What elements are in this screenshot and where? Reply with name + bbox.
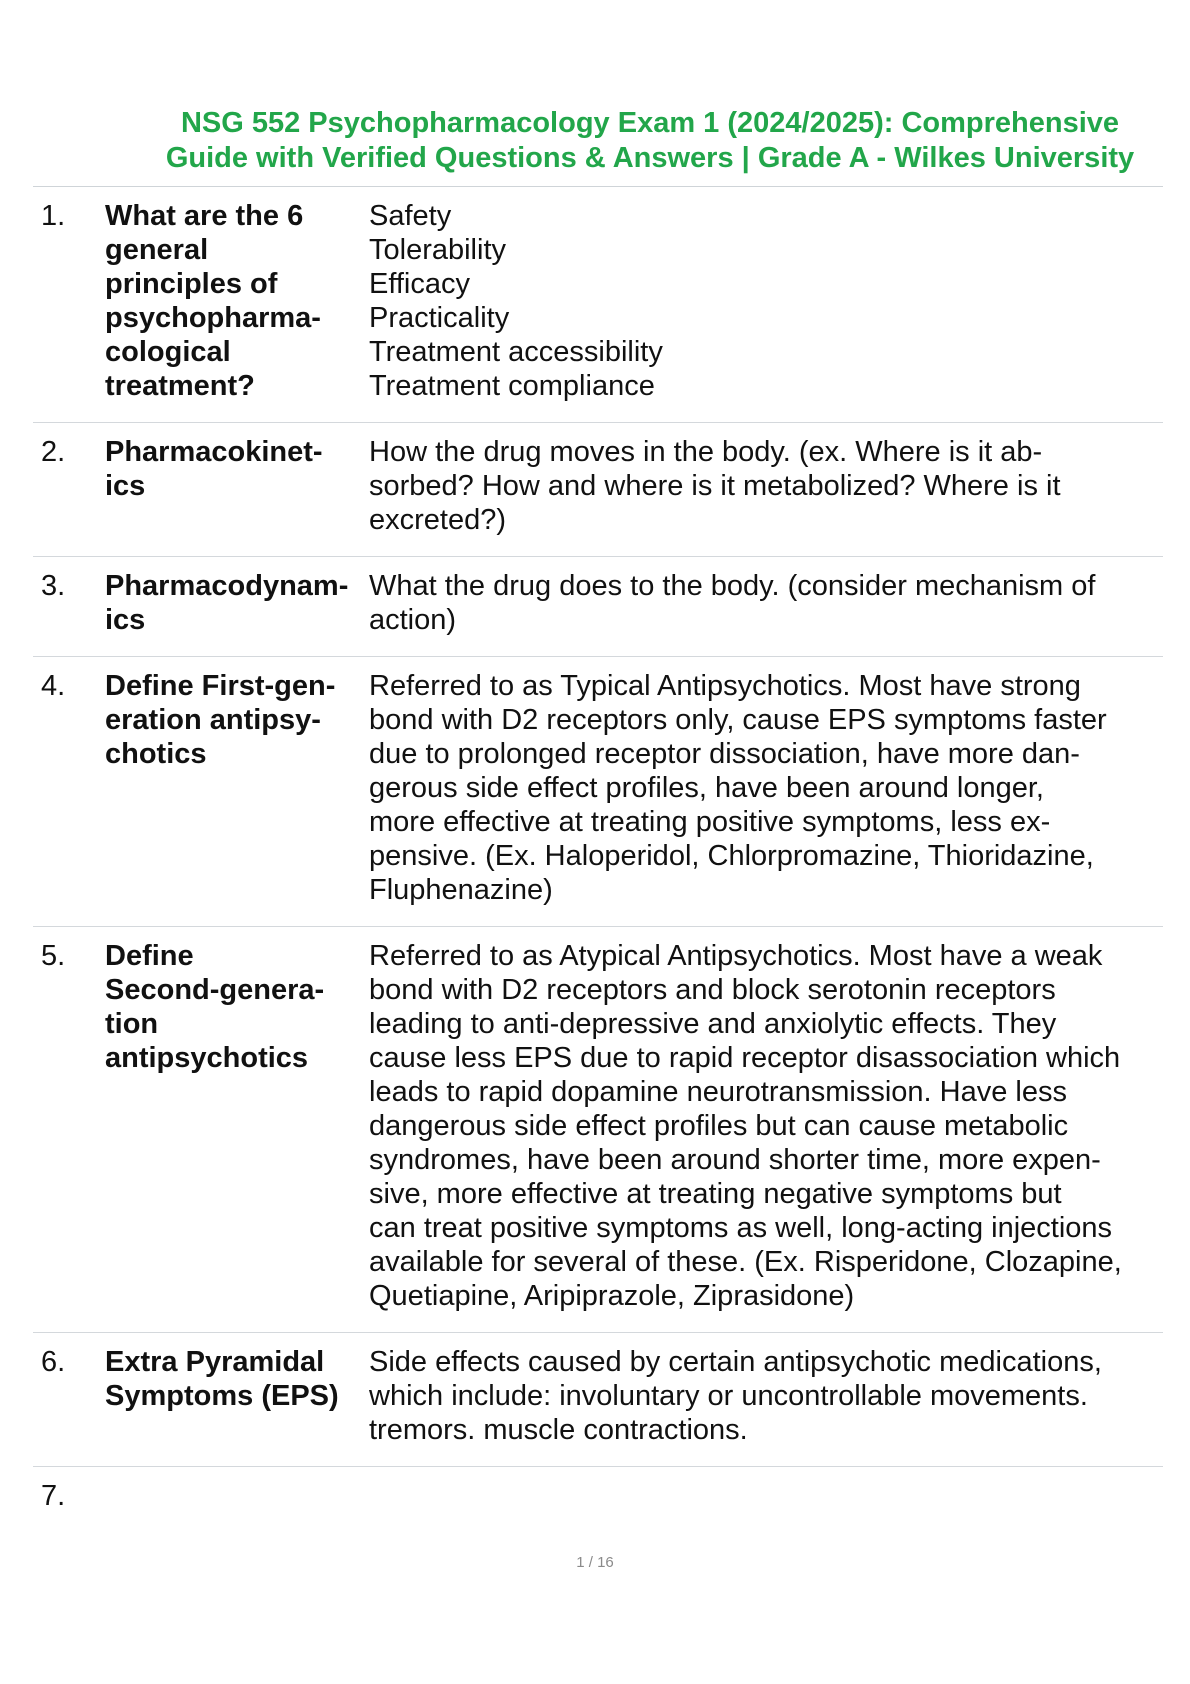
item-number: 6. [41, 1346, 66, 1378]
qa-row [33, 423, 1163, 557]
item-term: Pharmacodynam- ics [105, 570, 349, 636]
definition-line: Practicality [369, 302, 510, 334]
item-term: What are the 6 general principles of psychopharma- cological treatment? [105, 200, 321, 402]
item-definition [369, 1479, 1163, 1513]
item-definition [369, 669, 1163, 907]
definition-line: sorbed? How and where is it metabolized? Where is it [369, 470, 1061, 502]
item-number: 1. [41, 200, 66, 232]
item-term [105, 1479, 369, 1513]
item-definition [369, 1345, 1163, 1447]
title-line-2: Guide with Verified Questions & Answers | Grade A - Wilkes University [165, 142, 1135, 174]
definition-line: sive, more effective at treating negative symptoms but [369, 1178, 1062, 1210]
item-definition [369, 939, 1163, 1313]
item-definition [369, 199, 1163, 403]
definition-line: How the drug moves in the body. (ex. Where is it ab- [369, 436, 1043, 468]
definition-line: due to prolonged receptor dissociation, have more dan- [369, 738, 1080, 770]
definition-line: gerous side effect profiles, have been around longer, [369, 772, 1044, 804]
item-term: Define First-gen- eration antipsy- chotics [105, 670, 336, 770]
qa-list [33, 187, 1163, 1532]
item-term: Extra Pyramidal Symptoms (EPS) [105, 1346, 339, 1412]
qa-row [33, 1333, 1163, 1467]
qa-row [33, 657, 1163, 927]
definition-line: pensive. (Ex. Haloperidol, Chlorpromazine, Thioridazine, [369, 840, 1094, 872]
definition-line: which include: involuntary or uncontrollable movements. [369, 1380, 1088, 1412]
item-number: 4. [41, 670, 66, 702]
item-term: Pharmacokinet- ics [105, 436, 323, 502]
definition-line: Treatment compliance [369, 370, 655, 402]
definition-line: Treatment accessibility [369, 336, 663, 368]
definition-line: excreted?) [369, 504, 507, 536]
definition-line: Tolerability [369, 234, 506, 266]
definition-line: dangerous side effect profiles but can cause metabolic [369, 1110, 1069, 1142]
page-indicator: 1 / 16 [576, 1554, 614, 1571]
qa-row [33, 557, 1163, 657]
definition-line: Fluphenazine) [369, 874, 553, 906]
qa-row [33, 927, 1163, 1333]
definition-line: cause less EPS due to rapid receptor disassociation which [369, 1042, 1121, 1074]
definition-line: Side effects caused by certain antipsychotic medications, [369, 1346, 1102, 1378]
definition-line: can treat positive symptoms as well, long-acting injections [369, 1212, 1113, 1244]
item-term: Define Second-genera- tion antipsychotics [105, 940, 325, 1074]
qa-row [33, 187, 1163, 423]
item-definition [369, 435, 1163, 537]
definition-line: bond with D2 receptors and block serotonin receptors [369, 974, 1056, 1006]
definition-line: available for several of these. (Ex. Risperidone, Clozapine, [369, 1246, 1122, 1278]
definition-line: more effective at treating positive symptoms, less ex- [369, 806, 1051, 838]
item-number: 7. [41, 1480, 66, 1512]
document-title [120, 106, 1180, 176]
definition-line: What the drug does to the body. (consider mechanism of [369, 570, 1096, 602]
definition-line: tremors. muscle contractions. [369, 1414, 748, 1446]
definition-line: leads to rapid dopamine neurotransmission. Have less [369, 1076, 1067, 1108]
qa-row [33, 1467, 1163, 1532]
item-number: 3. [41, 570, 66, 602]
item-number: 2. [41, 436, 66, 468]
item-number: 5. [41, 940, 66, 972]
definition-line: Quetiapine, Aripiprazole, Ziprasidone) [369, 1280, 855, 1312]
definition-line: Safety [369, 200, 452, 232]
definition-line: syndromes, have been around shorter time, more expen- [369, 1144, 1101, 1176]
definition-line: Referred to as Atypical Antipsychotics. Most have a weak [369, 940, 1103, 972]
title-line-1: NSG 552 Psychopharmacology Exam 1 (2024/2025): Comprehensive [180, 107, 1120, 139]
definition-line: Efficacy [369, 268, 471, 300]
definition-line: bond with D2 receptors only, cause EPS symptoms faster [369, 704, 1107, 736]
definition-line: Referred to as Typical Antipsychotics. Most have strong [369, 670, 1081, 702]
definition-line: action) [369, 604, 457, 636]
definition-line: leading to anti-depressive and anxiolytic effects. They [369, 1008, 1057, 1040]
item-definition [369, 569, 1163, 637]
